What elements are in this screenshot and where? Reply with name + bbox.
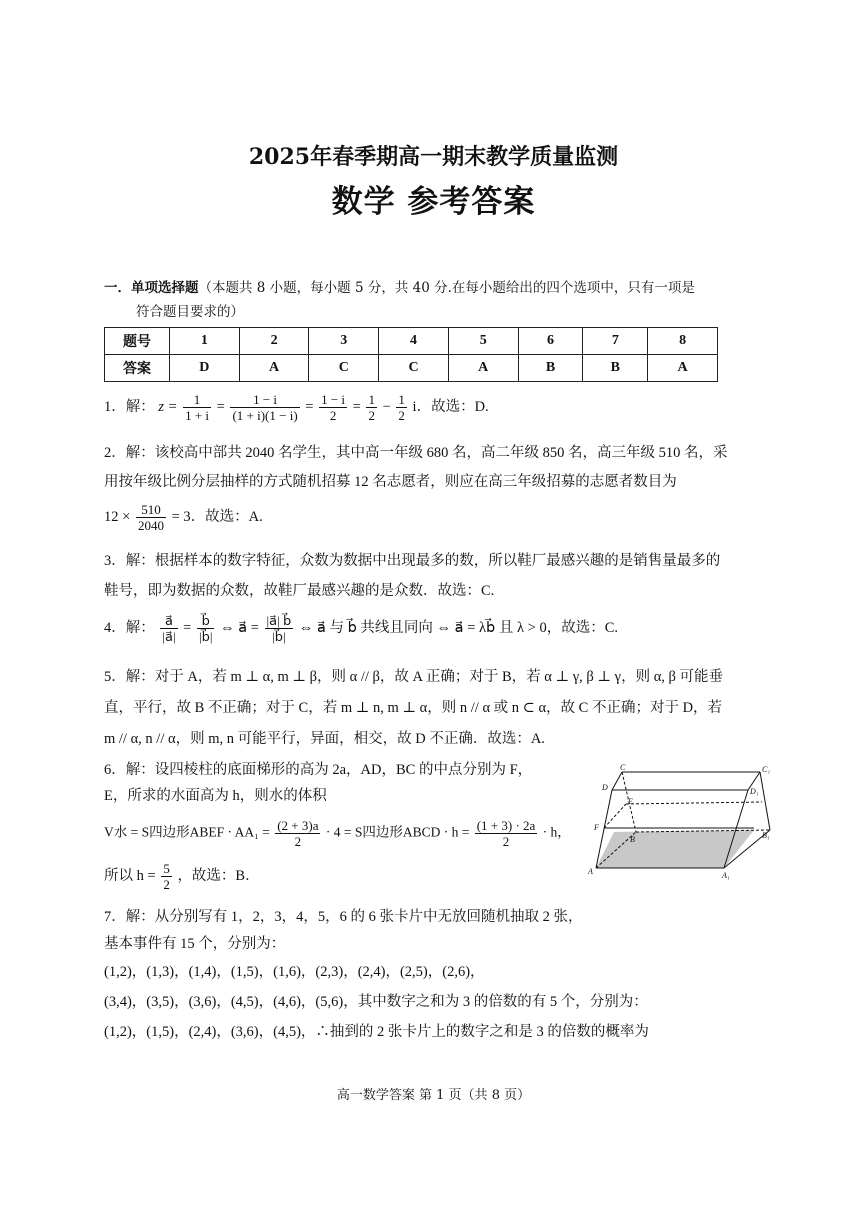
table-cell: B bbox=[583, 355, 648, 382]
table-cell: C bbox=[309, 355, 379, 382]
fraction bbox=[319, 392, 347, 423]
table-cell: C bbox=[379, 355, 449, 382]
edge bbox=[760, 772, 770, 830]
q6-line-2: E，所求的水面高为 h，则水的体积 bbox=[104, 788, 327, 804]
vertex-label: D₁ bbox=[750, 787, 759, 796]
denominator: 2 bbox=[163, 877, 170, 892]
numerator: (1 + 3) · 2a bbox=[476, 818, 536, 833]
q2-line-1: 2．解：该校高中部共 2040 名学生，其中高一年级 680 名，高二年级 850 名，高三年级 510 名，采 bbox=[104, 445, 728, 461]
q6-answer: ，故选：B． bbox=[177, 867, 260, 884]
q5-line-1: 5．解：对于 A，若 m ⊥ α, m ⊥ β，则 α // β，故 A 正确；对于 B，若 α ⊥ γ, β ⊥ γ，则 α, β 可能垂 bbox=[104, 669, 724, 685]
hidden-edge bbox=[626, 802, 762, 804]
q3-line-2: 鞋号，即为数据的众数，故鞋厂最感兴趣的是众数．故选：C. bbox=[104, 583, 495, 599]
denominator: 2 bbox=[398, 408, 405, 423]
fraction bbox=[230, 392, 299, 423]
q2-line-3 bbox=[104, 502, 263, 533]
numerator: a⃗ bbox=[160, 613, 177, 629]
vertex-label: B₁ bbox=[762, 831, 770, 840]
numerator: 1 − i bbox=[230, 392, 299, 408]
numerator: (2 + 3)a bbox=[277, 818, 319, 833]
section-heading bbox=[104, 276, 764, 324]
answer-table bbox=[104, 327, 718, 382]
table-cell: 8 bbox=[648, 328, 718, 355]
q1-z: z = bbox=[158, 398, 178, 415]
denominator: (1 + i)(1 − i) bbox=[232, 408, 298, 423]
vertex-label: F bbox=[594, 823, 599, 832]
q7-line-2: 基本事件有 15 个，分别为： bbox=[104, 936, 286, 952]
q6-conclusion bbox=[104, 861, 260, 892]
denominator: |b⃗| bbox=[272, 629, 286, 644]
q6-volume bbox=[104, 818, 571, 849]
numerator: 1 bbox=[398, 392, 405, 407]
volume-expression-tail: · h， bbox=[542, 824, 571, 840]
denominator: 2 bbox=[329, 408, 337, 423]
q1-solution: 1．解： z = $\frac{1}{1 + i}$ = $\frac{1 - i}{(1 + i)(1 - i)}$ = $\frac{1 - i}{2}$ = $\frac{1}{2}$ − $\frac{1}{2}$ i．故选：D. bbox=[104, 392, 489, 423]
vertex-label: A₁ bbox=[722, 871, 730, 880]
volume-expression: V水 = S四边形ABEF · AA₁ = bbox=[104, 824, 270, 840]
table-cell: 5 bbox=[448, 328, 518, 355]
numerator: 5 bbox=[163, 861, 170, 876]
numerator: 1 − i bbox=[321, 392, 346, 407]
numerator: |a⃗| b⃗ bbox=[266, 613, 292, 628]
page-footer: 高一数学答案 第 1 页（共 8 页） bbox=[336, 1088, 531, 1103]
vertex-label: B bbox=[630, 835, 635, 844]
q4-prefix: 4．解： bbox=[104, 619, 155, 636]
numerator: b⃗ bbox=[197, 613, 214, 629]
q7-line-5: (1,2)，(1,5)，(2,4)，(3,6)，(4,5)，∴抽到的 2 张卡片上的数字之和是 3 的倍数的概率为 bbox=[104, 1024, 649, 1040]
edge bbox=[612, 772, 622, 790]
fraction bbox=[136, 502, 166, 533]
q1-conclusion: i．故选：D. bbox=[412, 398, 489, 415]
hidden-edge bbox=[604, 804, 626, 828]
table-cell: 2 bbox=[239, 328, 309, 355]
table-cell: 1 bbox=[170, 328, 240, 355]
denominator: 2 bbox=[294, 834, 302, 849]
fraction bbox=[160, 613, 177, 644]
table-cell: B bbox=[518, 355, 583, 382]
q4-conclusion: ⇔ a⃗ 与 b⃗ 共线且同向 ⇔ a⃗ = λb⃗ 且 λ > 0，故选：C. bbox=[298, 619, 618, 636]
vertex-label: C bbox=[620, 763, 626, 772]
denominator: |b⃗| bbox=[198, 629, 213, 644]
row-label: 题号 bbox=[105, 328, 170, 355]
table-cell: 7 bbox=[583, 328, 648, 355]
numerator: 1 bbox=[183, 392, 211, 408]
q4-equivalence: ⇔ a⃗ = bbox=[220, 619, 259, 636]
denominator: 2 bbox=[368, 408, 375, 423]
section-description: （本题共 8 小题，每小题 5 分，共 40 分.在每小题给出的四个选项中，只有一项是 bbox=[198, 280, 695, 296]
table-cell: 3 bbox=[309, 328, 379, 355]
denominator: 2040 bbox=[137, 518, 164, 533]
numerator: 510 bbox=[136, 502, 166, 518]
q6-h-prefix: 所以 h = bbox=[104, 867, 156, 884]
numerator: 1 bbox=[368, 392, 375, 407]
edge bbox=[724, 790, 748, 868]
vertex-label: E bbox=[628, 797, 633, 806]
section-label: 一．单项选择题 bbox=[104, 280, 199, 296]
fraction bbox=[161, 861, 172, 892]
table-cell: A bbox=[448, 355, 518, 382]
q5-line-2: 直，平行，故 B 不正确；对于 C，若 m ⊥ n, m ⊥ α，则 n // α 或 n ⊂ α，故 C 不正确；对于 D，若 bbox=[104, 700, 723, 716]
table-cell: A bbox=[239, 355, 309, 382]
fraction bbox=[265, 613, 294, 644]
fraction bbox=[396, 392, 407, 423]
question-number-row bbox=[105, 328, 718, 355]
vertex-label: C₁ bbox=[762, 765, 771, 774]
q2-conclusion: = 3．故选：A. bbox=[171, 508, 263, 525]
table-cell: D bbox=[170, 355, 240, 382]
table-cell: 6 bbox=[518, 328, 583, 355]
q2-prefix: 12 × bbox=[104, 508, 131, 525]
q5-line-3: m // α, n // α，则 m, n 可能平行，异面，相交，故 D 不正确．故选：A. bbox=[104, 731, 545, 747]
fraction bbox=[366, 392, 377, 423]
volume-expression-mid: · 4 = S四边形ABCD · h = bbox=[325, 824, 470, 840]
q1-prefix: 1．解： bbox=[104, 398, 155, 415]
prism-figure bbox=[586, 762, 772, 880]
row-label: 答案 bbox=[105, 355, 170, 382]
section-description-cont: 符合题目要求的） bbox=[136, 304, 244, 320]
q4-solution: 4．解： $\frac{a⃗}{|a⃗|}$ = $\frac{b⃗}{|b⃗|}$ ⇔ a⃗ = $\frac{|a⃗| b⃗}{|b⃗|}$ ⇔ a⃗ 与 b⃗ 共线且同向 ⇔ a⃗ = λb⃗ 且 λ > 0，故选：C. bbox=[104, 613, 618, 644]
q7-line-1: 7．解：从分别写有 1，2，3，4，5，6 的 6 张卡片中无放回随机抽取 2 张， bbox=[104, 909, 583, 925]
fraction bbox=[183, 392, 211, 423]
denominator: 1 + i bbox=[185, 408, 210, 423]
q6-line-1: 6．解：设四棱柱的底面梯形的高为 2a，AD，BC 的中点分别为 F， bbox=[104, 762, 533, 778]
fraction bbox=[475, 818, 538, 849]
denominator: |a⃗| bbox=[162, 629, 176, 644]
table-cell: 4 bbox=[379, 328, 449, 355]
fraction bbox=[275, 818, 320, 849]
fraction bbox=[197, 613, 214, 644]
q2-line-2: 用按年级比例分层抽样的方式随机招募 12 名志愿者，则应在高三年级招募的志愿者数目为 bbox=[104, 474, 677, 490]
answer-row bbox=[105, 355, 718, 382]
vertex-label: D bbox=[602, 783, 608, 792]
denominator: 2 bbox=[502, 834, 510, 849]
q7-line-3: (1,2)，(1,3)，(1,4)，(1,5)，(1,6)，(2,3)，(2,4)，(2,5)，(2,6)， bbox=[104, 964, 485, 980]
exam-title: 2025年春季期高一期末教学质量监测 bbox=[248, 144, 619, 170]
answer-key-title: 数学 参考答案 bbox=[331, 184, 536, 220]
table-cell: A bbox=[648, 355, 718, 382]
q7-line-4: (3,4)，(3,5)，(3,6)，(4,5)，(4,6)，(5,6)，其中数字之和为 3 的倍数的有 5 个，分别为： bbox=[104, 994, 648, 1010]
vertex-label: A bbox=[588, 867, 593, 876]
q3-line-1: 3．解：根据样本的数字特征，众数为数据中出现最多的数，所以鞋厂最感兴趣的是销售量最多的 bbox=[104, 553, 721, 569]
